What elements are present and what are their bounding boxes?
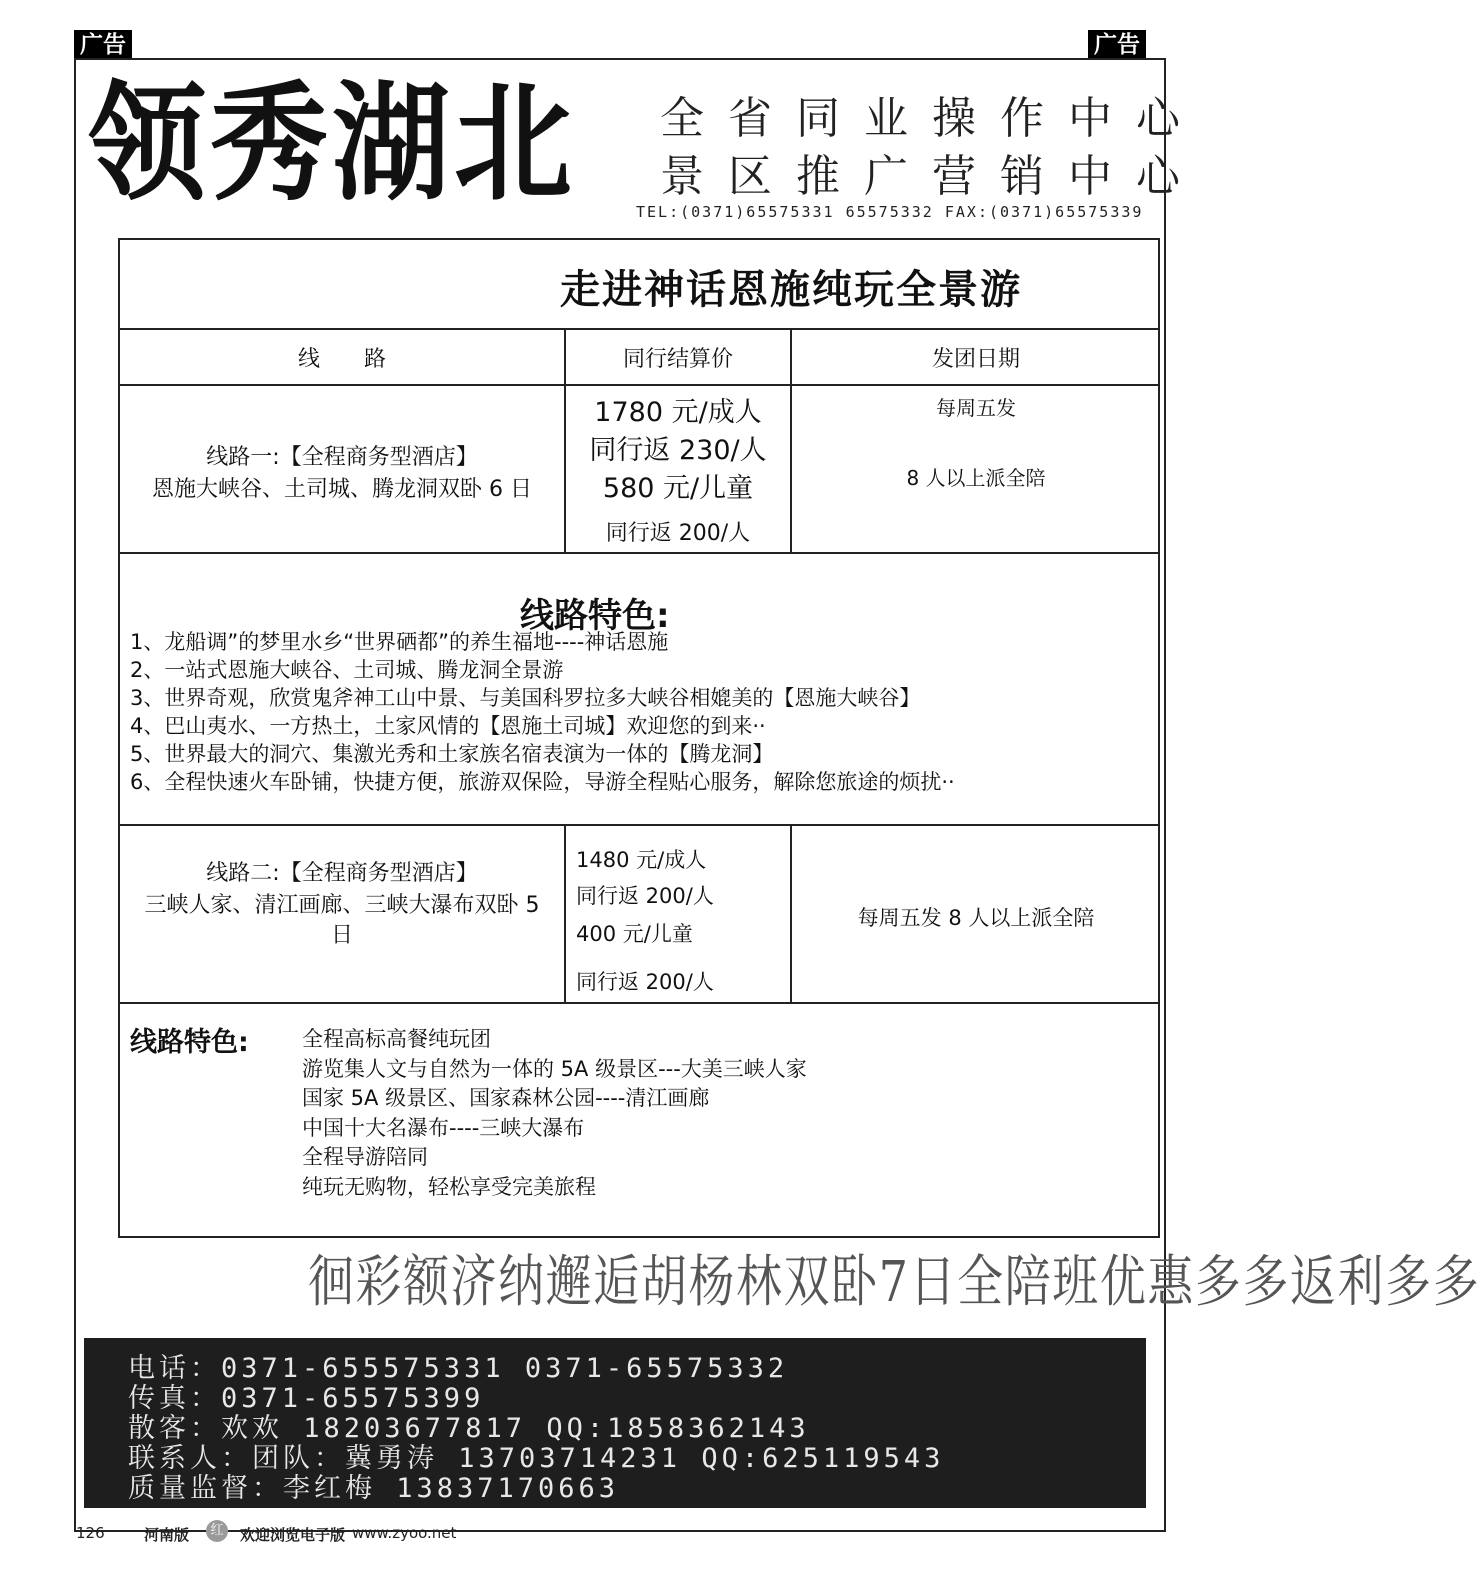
route1-rebate-adult: 同行返 230/人 — [589, 435, 767, 466]
list-item: 游览集人文与自然为一体的 5A 级景区---大美三峡人家 — [302, 1056, 807, 1081]
route1-price-adult: 1780 元/成人 — [594, 397, 762, 428]
edition-label: 河南版 — [144, 1526, 190, 1544]
route1-schedule-day: 每周五发 — [936, 396, 1016, 420]
header-price: 同行结算价 — [622, 347, 733, 372]
header-date: 发团日期 — [931, 347, 1020, 372]
route-table — [118, 238, 1160, 1238]
divider — [120, 552, 1158, 554]
contact-phone: 电话：0371-655575331 0371-65575332 — [128, 1353, 789, 1384]
list-item: 4、巴山夷水、一方热土，土家风情的【恩施土司城】欢迎您的到来·· — [130, 714, 766, 738]
route2-label: 线路二:【全程商务型酒店】 — [206, 861, 478, 886]
route2-price-child: 400 元/儿童 — [576, 922, 693, 946]
route2-desc-cont: 日 — [330, 923, 353, 948]
route1-rebate-child: 同行返 200/人 — [605, 521, 751, 546]
site-url: www.zyoo.net — [352, 1524, 457, 1542]
ad-tag-right: 广告 — [1088, 30, 1146, 60]
list-item: 中国十大名瀑布----三峡大瀑布 — [302, 1115, 585, 1140]
divider — [120, 1002, 1158, 1004]
brand-logo-text: 领秀湖北 — [88, 67, 577, 218]
route1-desc: 恩施大峡谷、土司城、腾龙洞双卧 6 日 — [152, 477, 532, 502]
divider — [120, 384, 1158, 386]
features1-list — [130, 628, 955, 796]
divider — [120, 824, 1158, 826]
slogan-line-2: 景区推广营销中心 — [660, 151, 1204, 202]
route1-label: 线路一:【全程商务型酒店】 — [206, 445, 478, 470]
seal-icon: 红 — [206, 1520, 228, 1542]
features1-title: 线路特色: — [520, 596, 670, 636]
divider — [120, 328, 1158, 330]
list-item: 2、一站式恩施大峡谷、土司城、腾龙洞全景游 — [130, 658, 564, 682]
list-item: 5、世界最大的洞穴、集激光秀和土家族名宿表演为一体的【腾龙洞】 — [130, 742, 774, 766]
route2-rebate-adult: 同行返 200/人 — [576, 884, 714, 908]
divider — [564, 824, 566, 1002]
header-route: 线 路 — [297, 347, 386, 372]
features2-title: 线路特色: — [130, 1027, 249, 1058]
table-title: 走进神话恩施纯玩全景游 — [560, 267, 1022, 313]
features2-list — [302, 1025, 807, 1202]
page-number: 126 — [76, 1524, 105, 1542]
contact-group: 联系人：团队：冀勇涛 13703714231 QQ:625119543 — [128, 1443, 945, 1474]
list-item: 1、龙船调”的梦里水乡“世界硒都”的养生福地----神话恩施 — [130, 630, 669, 654]
slogan-line-1: 全省同业操作中心 — [660, 93, 1204, 144]
contact-fax: 传真：0371-65575399 — [128, 1383, 485, 1414]
route2-desc: 三峡人家、清江画廊、三峡大瀑布双卧 5 — [144, 893, 540, 918]
list-item: 国家 5A 级景区、国家森林公园----清江画廊 — [302, 1086, 710, 1110]
list-item: 全程导游陪同 — [302, 1145, 428, 1169]
list-item: 全程高标高餐纯玩团 — [302, 1027, 491, 1051]
route1-schedule-guide: 8 人以上派全陪 — [906, 466, 1046, 490]
route1-price-child: 580 元/儿童 — [602, 473, 754, 504]
ad-tag-left: 广告 — [74, 30, 132, 60]
header-contact-line: TEL:(0371)65575331 65575332 FAX:(0371)65575339 — [636, 203, 1144, 221]
contact-individual: 散客：欢欢 18203677817 QQ:1858362143 — [128, 1413, 810, 1444]
welcome-text: 欢迎浏览电子版 — [240, 1526, 346, 1544]
route2-schedule: 每周五发 8 人以上派全陪 — [857, 906, 1095, 930]
route2-price-adult: 1480 元/成人 — [576, 848, 707, 872]
list-item: 6、全程快速火车卧铺，快捷方便，旅游双保险，导游全程贴心服务，解除您旅途的烦扰·· — [130, 770, 955, 794]
list-item: 纯玩无购物，轻松享受完美旅程 — [302, 1174, 596, 1199]
route2-rebate-child: 同行返 200/人 — [576, 970, 714, 994]
contact-quality: 质量监督：李红梅 13837170663 — [128, 1473, 620, 1504]
contact-box — [84, 1338, 1146, 1508]
list-item: 3、世界奇观，欣赏鬼斧神工山中景、与美国科罗拉多大峡谷相媲美的【恩施大峡谷】 — [130, 686, 921, 710]
promo-banner: 徊彩额济纳邂逅胡杨林双卧7日全陪班优惠多多返利多多 — [308, 1250, 1480, 1315]
